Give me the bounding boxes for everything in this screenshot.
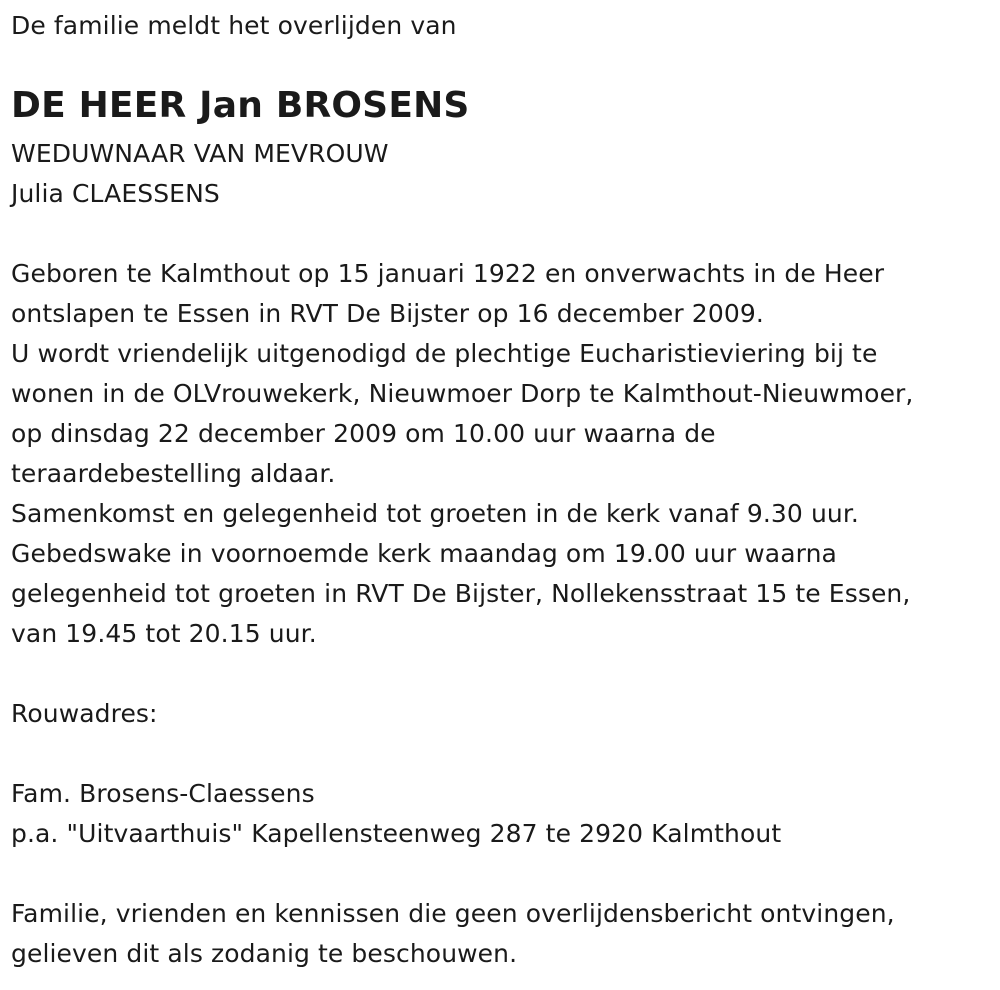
closing-note [11, 894, 895, 974]
body-line: van 19.45 tot 20.15 uur. [11, 619, 317, 648]
body-line: Samenkomst en gelegenheid tot groeten in de kerk vanaf 9.30 uur. [11, 499, 859, 528]
deceased-status: WEDUWNAAR VAN MEVROUW [11, 139, 389, 168]
spouse-name: Julia CLAESSENS [11, 179, 220, 208]
body-line: U wordt vriendelijk uitgenodigd de plechtige Eucharistieviering bij te [11, 339, 878, 368]
rouwadres-address [11, 774, 781, 854]
body-line: op dinsdag 22 december 2009 om 10.00 uur waarna de [11, 419, 716, 448]
closing-line: Familie, vrienden en kennissen die geen overlijdensbericht ontvingen, [11, 899, 895, 928]
body-line: Gebedswake in voornoemde kerk maandag om 19.00 uur waarna [11, 539, 837, 568]
closing-line: gelieven dit als zodanig te beschouwen. [11, 939, 518, 968]
deceased-name: DE HEER Jan BROSENS [11, 85, 470, 126]
body-line: Geboren te Kalmthout op 15 januari 1922 en onverwachts in de Heer [11, 259, 885, 288]
intro-text: De familie meldt het overlijden van [11, 11, 457, 40]
body-line: ontslapen te Essen in RVT De Bijster op 16 december 2009. [11, 299, 764, 328]
postal-address: p.a. "Uitvaarthuis" Kapellensteenweg 287 te 2920 Kalmthout [11, 819, 782, 848]
body-line: gelegenheid tot groeten in RVT De Bijster, Nollekensstraat 15 te Essen, [11, 579, 911, 608]
notice-body [11, 254, 913, 654]
rouwadres-label: Rouwadres: [11, 699, 158, 728]
family-name: Fam. Brosens-Claessens [11, 779, 315, 808]
body-line: wonen in de OLVrouwekerk, Nieuwmoer Dorp te Kalmthout-Nieuwmoer, [11, 379, 914, 408]
body-line: teraardebestelling aldaar. [11, 459, 336, 488]
